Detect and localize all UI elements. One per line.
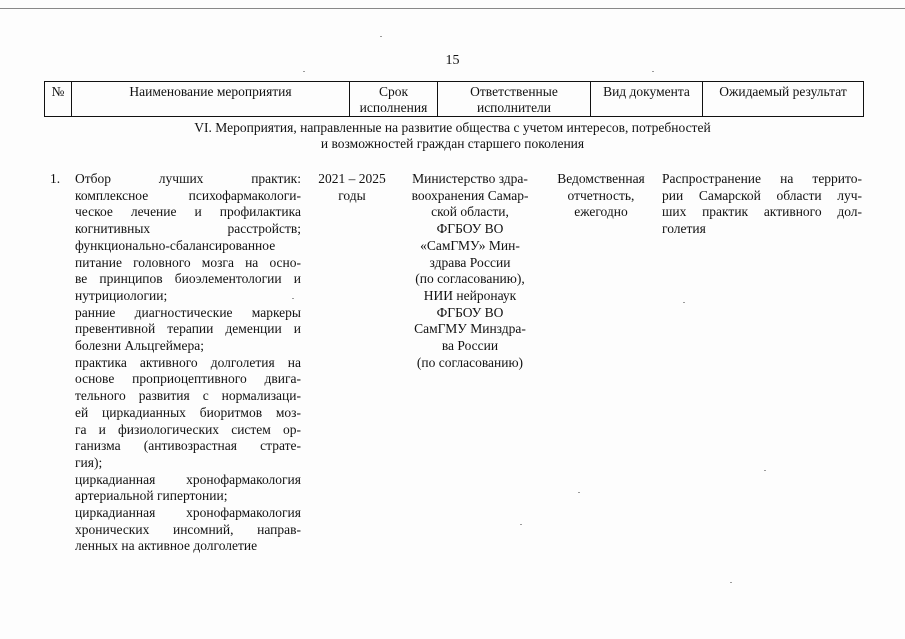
header-term: Срок исполнения [349, 82, 437, 116]
text-line: 2021 – 2025 [318, 171, 386, 186]
text-line: Министерство здра- [412, 171, 528, 186]
text-line: основе проприоцептивного двига- [75, 371, 301, 387]
text-line: ва России [441, 338, 499, 354]
text-line: (по согласованию) [416, 354, 524, 370]
text-line: питание головного мозга на осно- [75, 254, 301, 270]
activity-name-cell [75, 171, 301, 555]
row-number: 1. [50, 171, 61, 186]
text-line: нутрициологии; [75, 287, 168, 303]
section-title-line-2: и возможностей граждан старшего поколения [320, 136, 585, 151]
text-line: Отбор лучших практик: [75, 171, 301, 186]
scan-speck [380, 36, 382, 37]
scan-speck [578, 492, 580, 493]
text-line: Ведомственная [557, 171, 645, 186]
table-header [44, 81, 864, 117]
scan-speck [303, 71, 305, 72]
document-type-cell [546, 171, 656, 221]
section-title-line-1: VI. Мероприятия, направленные на развитие общества с учетом интересов, потребностей [194, 120, 711, 135]
scan-speck [520, 524, 522, 525]
section-title [0, 120, 905, 152]
text-line: ших практик активного дол- [662, 204, 862, 220]
text-line: воохранения Самар- [411, 187, 529, 203]
text-line: га и физиологических систем ор- [75, 421, 301, 437]
text-line: (по согласованию), [415, 271, 525, 287]
text-line: голетия [662, 221, 706, 237]
text-line: превентивной терапии деменции и [75, 321, 301, 337]
page-number: 15 [445, 53, 460, 68]
scan-speck [683, 302, 685, 303]
text-line: ФГБОУ ВО [436, 304, 504, 320]
text-line: артериальной гипертонии; [75, 488, 228, 504]
text-line: ганизма (антивозрастная страте- [75, 438, 301, 454]
term-cell [309, 171, 395, 204]
text-line: ей циркадианных биоритмов моз- [75, 404, 301, 420]
text-line: хронических инсомний, направ- [75, 521, 301, 537]
text-line: ской области, [431, 204, 509, 220]
text-line: отчетность, [567, 187, 635, 203]
text-line: ленных на активное долголетие [75, 538, 258, 554]
text-line: ческое лечение и профилактика [75, 204, 301, 220]
text-line: циркадианная хронофармакология [75, 471, 301, 487]
text-line: годы [338, 187, 366, 203]
text-line: практика активного долголетия на [75, 354, 301, 370]
text-line: функционально-сбалансированное [75, 237, 276, 253]
header-expected-result: Ожидаемый результат [702, 82, 863, 116]
text-line: ве принципов биоэлементологии и [75, 271, 301, 287]
text-line: комплексное психофармакологи- [75, 187, 301, 203]
text-line: ФГБОУ ВО [436, 221, 504, 237]
text-line: когнитивных расстройств; [75, 221, 301, 237]
scan-speck [292, 298, 294, 299]
text-line: НИИ нейронаук [423, 287, 517, 303]
scan-speck [652, 71, 654, 72]
text-line: СамГМУ Минздра- [414, 321, 526, 337]
scan-speck [764, 470, 766, 471]
header-activity-name: Наименование мероприятия [71, 82, 349, 116]
header-number: № [51, 84, 65, 99]
text-line: циркадианная хронофармакология [75, 505, 301, 521]
header-document-type: Вид документа [590, 82, 702, 116]
text-line: болезни Альцгеймера; [75, 338, 204, 354]
text-line: рии Самарской области луч- [662, 187, 862, 203]
header-responsible: Ответственные исполнители [437, 82, 590, 116]
expected-result-cell [662, 171, 862, 238]
text-line: ранние диагностические маркеры [75, 304, 301, 320]
text-line: Распространение на террито- [662, 171, 862, 186]
scan-edge-line [0, 8, 905, 9]
text-line: ежегодно [574, 204, 628, 220]
text-line: гия); [75, 454, 103, 470]
text-line: тельного развития с нормализаци- [75, 388, 301, 404]
responsible-cell [400, 171, 540, 371]
text-line: «СамГМУ» Мин- [420, 237, 520, 253]
scan-speck [730, 582, 732, 583]
text-line: здрава России [429, 254, 511, 270]
